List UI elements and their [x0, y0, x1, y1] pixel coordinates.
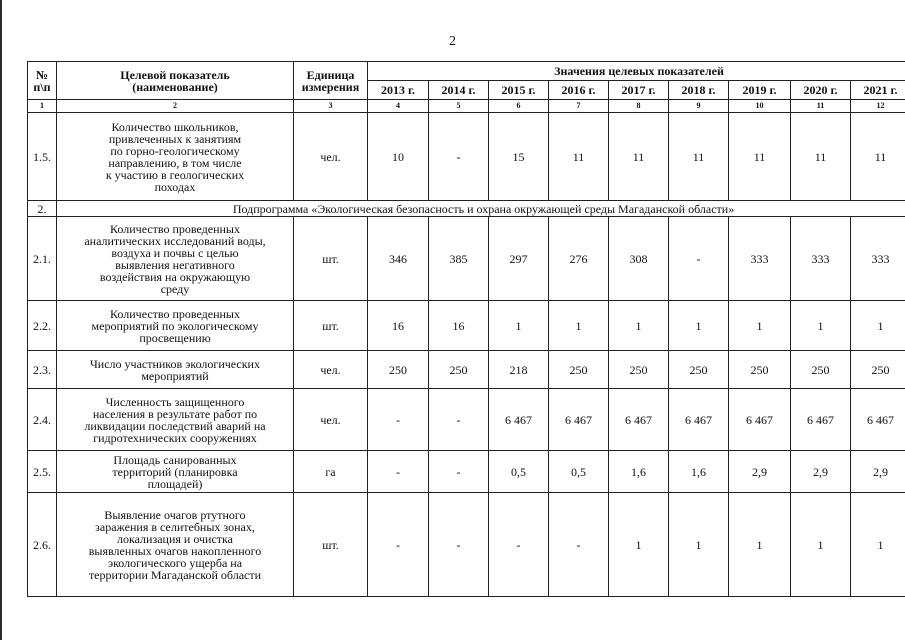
column-number-row [28, 100, 905, 113]
value-cell: 1 [549, 301, 609, 351]
value-cell: 1,6 [669, 451, 729, 493]
value-cell: 6 467 [791, 389, 851, 451]
header-year: 2014 г. [429, 81, 489, 100]
value-cell: 250 [851, 351, 905, 389]
value-cell: 6 467 [549, 389, 609, 451]
header-year: 2019 г. [729, 81, 791, 100]
table-body [28, 100, 905, 597]
header-indicator [57, 62, 294, 100]
value-cell: - [489, 493, 549, 597]
header-year: 2015 г. [489, 81, 549, 100]
row-number: 2.1. [28, 217, 57, 301]
value-cell: 16 [368, 301, 429, 351]
value-cell: 11 [851, 113, 905, 201]
row-number: 1.5. [28, 113, 57, 201]
value-cell: 1,6 [609, 451, 669, 493]
row-number: 2.2. [28, 301, 57, 351]
header-num [28, 62, 57, 100]
value-cell: 2,9 [851, 451, 905, 493]
value-cell: 1 [851, 493, 905, 597]
value-cell: 0,5 [549, 451, 609, 493]
indicator-name [57, 217, 294, 301]
value-cell: 1 [791, 301, 851, 351]
unit-cell: чел. [294, 389, 368, 451]
value-cell: 1 [489, 301, 549, 351]
value-cell: 6 467 [609, 389, 669, 451]
value-cell: 11 [729, 113, 791, 201]
value-cell: - [669, 217, 729, 301]
value-cell: - [429, 451, 489, 493]
subprogram-title: Подпрограмма «Экологическая безопасность и охрана окружающей среды Магаданской области» [57, 201, 905, 217]
header-indicator-text: Целевой показатель (наименование) [120, 67, 230, 94]
unit-cell: шт. [294, 217, 368, 301]
row-number: 2.4. [28, 389, 57, 451]
value-cell: 333 [729, 217, 791, 301]
value-cell: - [429, 493, 489, 597]
header-year: 2017 г. [609, 81, 669, 100]
column-number: 3 [294, 100, 368, 113]
indicator-row [28, 451, 905, 493]
value-cell: 6 467 [669, 389, 729, 451]
indicator-name [57, 351, 294, 389]
column-number: 12 [851, 100, 905, 113]
page-number: 2 [449, 34, 456, 49]
value-cell: 1 [851, 301, 905, 351]
indicator-row [28, 113, 905, 201]
value-cell: 1 [729, 493, 791, 597]
value-cell: 0,5 [489, 451, 549, 493]
indicator-name-text: Площадь санированных территорий (планировка площадей) [112, 452, 238, 491]
value-cell: 11 [549, 113, 609, 201]
indicator-name [57, 389, 294, 451]
value-cell: - [549, 493, 609, 597]
row-number: 2.3. [28, 351, 57, 389]
value-cell: 333 [791, 217, 851, 301]
value-cell: 250 [729, 351, 791, 389]
value-cell: 6 467 [851, 389, 905, 451]
indicator-name-text: Количество проведенных мероприятий по экологическому просвещению [91, 306, 259, 345]
value-cell: 6 467 [489, 389, 549, 451]
value-cell: 250 [368, 351, 429, 389]
indicator-name-text: Количество школьников, привлеченных к занятиям по горно-геологическому направлению, в том числе к участию в геологических походах [105, 119, 245, 194]
header-year: 2020 г. [791, 81, 851, 100]
value-cell: 250 [669, 351, 729, 389]
header-year: 2016 г. [549, 81, 609, 100]
header-num-text: № п\п [33, 67, 51, 94]
value-cell: - [368, 451, 429, 493]
column-number: 4 [368, 100, 429, 113]
value-cell: 11 [609, 113, 669, 201]
value-cell: - [368, 493, 429, 597]
indicator-row [28, 301, 905, 351]
value-cell: - [429, 389, 489, 451]
indicator-row [28, 217, 905, 301]
value-cell: 308 [609, 217, 669, 301]
column-number: 10 [729, 100, 791, 113]
header-year: 2021 г. [851, 81, 905, 100]
indicator-row [28, 493, 905, 597]
unit-cell: шт. [294, 301, 368, 351]
value-cell: 1 [669, 301, 729, 351]
indicator-row [28, 389, 905, 451]
unit-cell: чел. [294, 351, 368, 389]
value-cell: 11 [669, 113, 729, 201]
value-cell: 250 [549, 351, 609, 389]
indicator-name [57, 301, 294, 351]
indicator-row [28, 351, 905, 389]
header-year: 2013 г. [368, 81, 429, 100]
value-cell: 1 [791, 493, 851, 597]
indicator-name [57, 113, 294, 201]
value-cell: 250 [609, 351, 669, 389]
value-cell: 11 [791, 113, 851, 201]
indicator-name-text: Число участников экологических мероприятий [90, 356, 260, 383]
value-cell: 15 [489, 113, 549, 201]
value-cell: 346 [368, 217, 429, 301]
value-cell: 276 [549, 217, 609, 301]
column-number: 11 [791, 100, 851, 113]
row-number: 2.6. [28, 493, 57, 597]
value-cell: 385 [429, 217, 489, 301]
target-indicators-table [27, 61, 905, 597]
indicator-name-text: Количество проведенных аналитических исследований воды, воздуха и почвы с целью выявления негативного воздействия на окружающую среду [84, 221, 266, 296]
value-cell: - [429, 113, 489, 201]
column-number: 5 [429, 100, 489, 113]
row-number: 2. [28, 201, 57, 217]
column-number: 8 [609, 100, 669, 113]
header-year: 2018 г. [669, 81, 729, 100]
value-cell: 1 [609, 301, 669, 351]
value-cell: 333 [851, 217, 905, 301]
column-number: 2 [57, 100, 294, 113]
value-cell: 16 [429, 301, 489, 351]
row-number: 2.5. [28, 451, 57, 493]
header-unit [294, 62, 368, 100]
value-cell: 2,9 [791, 451, 851, 493]
value-cell: 297 [489, 217, 549, 301]
value-cell: 1 [609, 493, 669, 597]
indicator-name-text: Выявление очагов ртутного заражения в селитебных зонах, локализация и очистка выявленных очагов накопленного экологического ущерба на территории Магаданской области [88, 507, 262, 582]
unit-cell: га [294, 451, 368, 493]
unit-cell: чел. [294, 113, 368, 201]
page-edge-line [0, 0, 2, 640]
value-cell: 10 [368, 113, 429, 201]
value-cell: 1 [729, 301, 791, 351]
indicator-name-text: Численность защищенного населения в результате работ по ликвидации последствий аварий на гидротехнических сооружениях [84, 394, 266, 445]
indicator-name [57, 493, 294, 597]
value-cell: 250 [429, 351, 489, 389]
column-number: 9 [669, 100, 729, 113]
header-values-group: Значения целевых показателей [368, 62, 905, 81]
value-cell: 1 [669, 493, 729, 597]
value-cell: 2,9 [729, 451, 791, 493]
subprogram-row [28, 201, 905, 217]
value-cell: 250 [791, 351, 851, 389]
unit-cell: шт. [294, 493, 368, 597]
column-number: 1 [28, 100, 57, 113]
indicator-name [57, 451, 294, 493]
column-number: 7 [549, 100, 609, 113]
header-unit-text: Единица измерения [301, 67, 360, 94]
value-cell: 6 467 [729, 389, 791, 451]
value-cell: - [368, 389, 429, 451]
column-number: 6 [489, 100, 549, 113]
value-cell: 218 [489, 351, 549, 389]
